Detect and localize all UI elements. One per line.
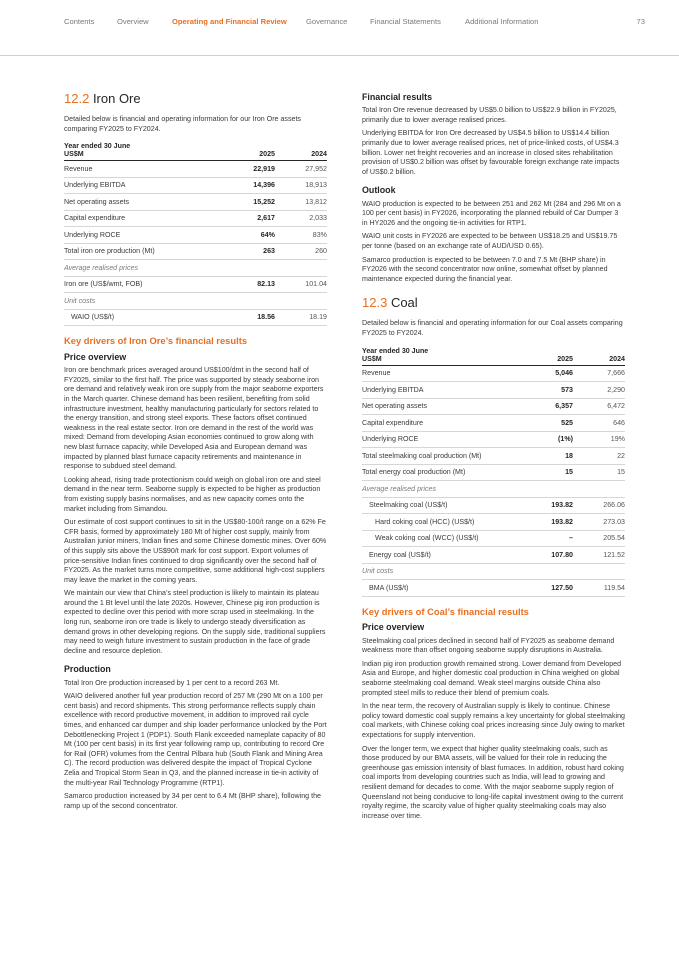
- table-row: Capital expenditure 2,617 2,033: [64, 210, 327, 227]
- coal-section-title: 12.3 Coal: [362, 295, 418, 311]
- paragraph: WAIO unit costs in FY2026 are expected to be between US$18.25 and US$19.75 per tonne (based on an exchange rate of AUD/USD 0.65).: [362, 232, 618, 250]
- table-subheader-row: Average realised prices: [64, 260, 327, 277]
- table-row: Underlying EBITDA 573 2,290: [362, 382, 625, 399]
- paragraph: Looking ahead, rising trade protectionism could weigh on global iron ore and steel demand in the near term. Seaborne supply is expected to be higher as production from existing supply basins normalises, and as new capacity comes onto the market including from Simandou.: [64, 475, 321, 513]
- iron-ore-production-heading: Production: [64, 664, 111, 675]
- right-column: [362, 92, 625, 825]
- table-header-2024: 2024: [275, 142, 327, 161]
- iron-ore-financial-table: [64, 142, 327, 326]
- table-row: Weak coking coal (WCC) (US$/t) – 205.54: [362, 530, 625, 547]
- table-header-2025: 2025: [517, 347, 573, 366]
- table-row: Net operating assets 6,357 6,472: [362, 398, 625, 415]
- iron-ore-price-overview-heading: Price overview: [64, 352, 127, 362]
- nav-governance[interactable]: Governance: [306, 17, 348, 26]
- coal-financial-table: [362, 347, 625, 597]
- table-row: Total steelmaking coal production (Mt) 18 22: [362, 448, 625, 465]
- top-navigation: [64, 17, 645, 29]
- iron-ore-key-drivers-heading: Key drivers of Iron Ore’s financial results: [64, 335, 248, 347]
- paragraph: In the near term, the recovery of Australian supply is likely to continue. Chinese policy toward domestic coal supply remains a key uncertainty for global steelmaking coal markets, with Chinese coking coal prices increasing since July owing to market expectations for supply intervention.: [362, 702, 625, 739]
- iron-ore-intro: Detailed below is financial and operating information for our Iron Ore assets comparing FY2025 to FY2024.: [64, 115, 301, 133]
- table-row: Underlying ROCE (1%) 19%: [362, 431, 625, 448]
- table-header-label: Year ended 30 June US$M: [64, 142, 219, 161]
- paragraph: WAIO delivered another full year production record of 257 Mt (290 Mt on a 100 per cent basis) and record shipments. This strong performance reflects supply chain excellence with record productive movement, in addition to improved rail cycle times, and enhanced car dumper and ship loader performance unlocked by the Port Debottlenecking Project 1 (PDP1). South Flank exceeded nameplate capacity of 80 Mt (100 per cent basis) in its first year following ramp up, contributing to record Ore for Rail (OFR) volumes from the Central Pilbara hub (South Flank and Mining Area C). The record production was delivered despite the impact of Tropical Cyclone Zelia and Tropical Storm Sean in Q3, and the planned increase in tie-in activity of the multi-year Rail Technology Programme (RTP1).: [64, 692, 327, 787]
- nav-contents[interactable]: Contents: [64, 17, 95, 26]
- coal-intro: Detailed below is financial and operating information for our Coal assets comparing FY2025 to FY2024.: [362, 319, 623, 337]
- table-row: Capital expenditure 525 646: [362, 415, 625, 432]
- paragraph: Over the longer term, we expect that higher quality steelmaking coals, such as those produced by our BMA assets, will be valued for their role in reducing the greenhouse gas emission intensity of blast furnaces. In addition, robust hard coking coal imports from developing countries such as India, will lead to growing and resilient demand for decades to come. With the major seaborne supply region of Queensland not being conducive to long-life capital investment owing to the current royalty regime, the scarcity value of higher quality steelmaking coals may also increase over time.: [362, 744, 624, 820]
- table-subheader-row: Unit costs: [64, 293, 327, 310]
- table-row: Underlying ROCE 64% 83%: [64, 227, 327, 244]
- table-row: Energy coal (US$/t) 107.80 121.52: [362, 547, 625, 564]
- paragraph: Steelmaking coal prices declined in second half of FY2025 as seaborne demand weakness more than offset ongoing seaborne supply disruptions in Australia.: [362, 636, 615, 655]
- table-row: BMA (US$/t) 127.50 119.54: [362, 580, 625, 597]
- coal-price-overview-heading: Price overview: [362, 622, 425, 633]
- paragraph: WAIO production is expected to be between 251 and 262 Mt (284 and 296 Mt on a 100 per cent basis) in FY2026, incorporating the planned rebuild of Car Dumper 3 in HY2026 and the ongoing tie-in activities for RTP1.: [362, 199, 621, 227]
- table-header-label: Year ended 30 June US$M: [362, 347, 517, 366]
- iron-ore-financial-results-heading: Financial results: [362, 92, 433, 102]
- table-row: Net operating assets 15,252 13,812: [64, 194, 327, 211]
- paragraph: Underlying EBITDA for Iron Ore decreased by US$4.5 billion to US$14.4 billion primarily due to lower average realised prices, net of price-linked costs, of US$4.3 billion. Lower net freight recoveries and an increase in closed sites rehabilitation provision of US$0.2 billion was offset by favourable foreign exchange rate impacts of US$0.2 billion.: [362, 129, 620, 176]
- nav-additional-information[interactable]: Additional Information: [465, 17, 539, 26]
- table-row: Total energy coal production (Mt) 15 15: [362, 464, 625, 481]
- paragraph: Total Iron Ore production increased by 1 per cent to a record 263 Mt.: [64, 678, 280, 687]
- table-row: Underlying EBITDA 14,396 18,913: [64, 177, 327, 194]
- nav-overview[interactable]: Overview: [117, 17, 149, 26]
- table-header-2025: 2025: [219, 142, 275, 161]
- header-divider: [0, 55, 679, 56]
- table-row: Revenue 22,919 27,952: [64, 161, 327, 178]
- nav-financial-statements[interactable]: Financial Statements: [370, 17, 441, 26]
- table-row: Iron ore (US$/wmt, FOB) 82.13 101.04: [64, 276, 327, 293]
- table-subheader-row: Unit costs: [362, 563, 625, 580]
- table-row: Total iron ore production (Mt) 263 260: [64, 243, 327, 260]
- left-column: [64, 92, 327, 815]
- paragraph: We maintain our view that China’s steel production is likely to maintain its plateau around the 1 Bt level until the late 2020s. However, Chinese pig iron production is expected to decline over this period with more scrap used in steelmaking. In the long run, seaborne iron ore trade is likely to undergo steady diversification as demand grows in other developing regions. On the supply side, traditional suppliers may need to weigh future investment to sustain production in the face of grade decline and resource depletion.: [64, 589, 326, 655]
- paragraph: Indian pig iron production growth remained strong. Lower demand from Developed Asia and Europe, and higher domestic coal production in China weighed on global seaborne steelmaking coal demand. Weak steel margins outside China also prompted steel mills to reduce their blend of premium coals.: [362, 659, 622, 697]
- paragraph: Our estimate of cost support continues to sit in the US$80-100/t range on a 62% Fe CFR basis, formed by approximately 180 Mt of higher cost supply, mainly from Australian junior miners, Indian fines and some Chinese domestic mines. Over 60% of this supply sits above the US$90/t mark for cost support. Export volumes of price-sensitive Indian fines continued to drop significantly over the second half of FY2025. As the market turns more competitive, some additional high-cost suppliers may leave the market in the coming years.: [64, 518, 327, 584]
- table-subheader-row: Average realised prices: [362, 481, 625, 498]
- page-number: 73: [636, 17, 645, 26]
- table-header-2024: 2024: [573, 347, 625, 366]
- iron-ore-outlook-heading: Outlook: [362, 185, 396, 196]
- coal-key-drivers-heading: Key drivers of Coal’s financial results: [362, 605, 529, 617]
- table-row: Hard coking coal (HCC) (US$/t) 193.82 273.03: [362, 514, 625, 531]
- iron-ore-section-title: 12.2 Iron Ore: [64, 91, 141, 106]
- paragraph: Iron ore benchmark prices averaged around US$100/dmt in the second half of FY2025, similar to the first half. The price was supported by steady seaborne iron ore demand and relatively weak iron ore supply from the major seaborne exporters in the March quarter. Chinese demand has been resilient, benefiting from solid infrastructure investment, healthy manufacturing particularly for sectors related to the energy transition, and strong steel exports. These factors offset continued weakness in the real estate sector. Iron ore demand in the rest of the world was mixed: Demand from developing Asian economies continued to grow along with new blast furnace capacity, while Developed Asia and European demand was impacted by planned blast furnace capacity retirements and maintenance in response to subdued steel demand.: [64, 366, 324, 471]
- paragraph: Samarco production increased by 34 per cent to 6.4 Mt (BHP share), following the ramp up of the second concentrator.: [64, 792, 321, 810]
- paragraph: Samarco production is expected to be between 7.0 and 7.5 Mt (BHP share) in FY2026 with the second concentrator now online, somewhat offset by planned maintenance expected during the financial year.: [362, 255, 608, 283]
- nav-operating-financial-review[interactable]: Operating and Financial Review: [172, 17, 287, 26]
- table-row: WAIO (US$/t) 18.56 18.19: [64, 309, 327, 326]
- paragraph: Total Iron Ore revenue decreased by US$5.0 billion to US$22.9 billion in FY2025, primarily due to lower average realised prices.: [362, 106, 617, 124]
- table-row: Steelmaking coal (US$/t) 193.82 266.06: [362, 497, 625, 514]
- table-row: Revenue 5,046 7,666: [362, 365, 625, 382]
